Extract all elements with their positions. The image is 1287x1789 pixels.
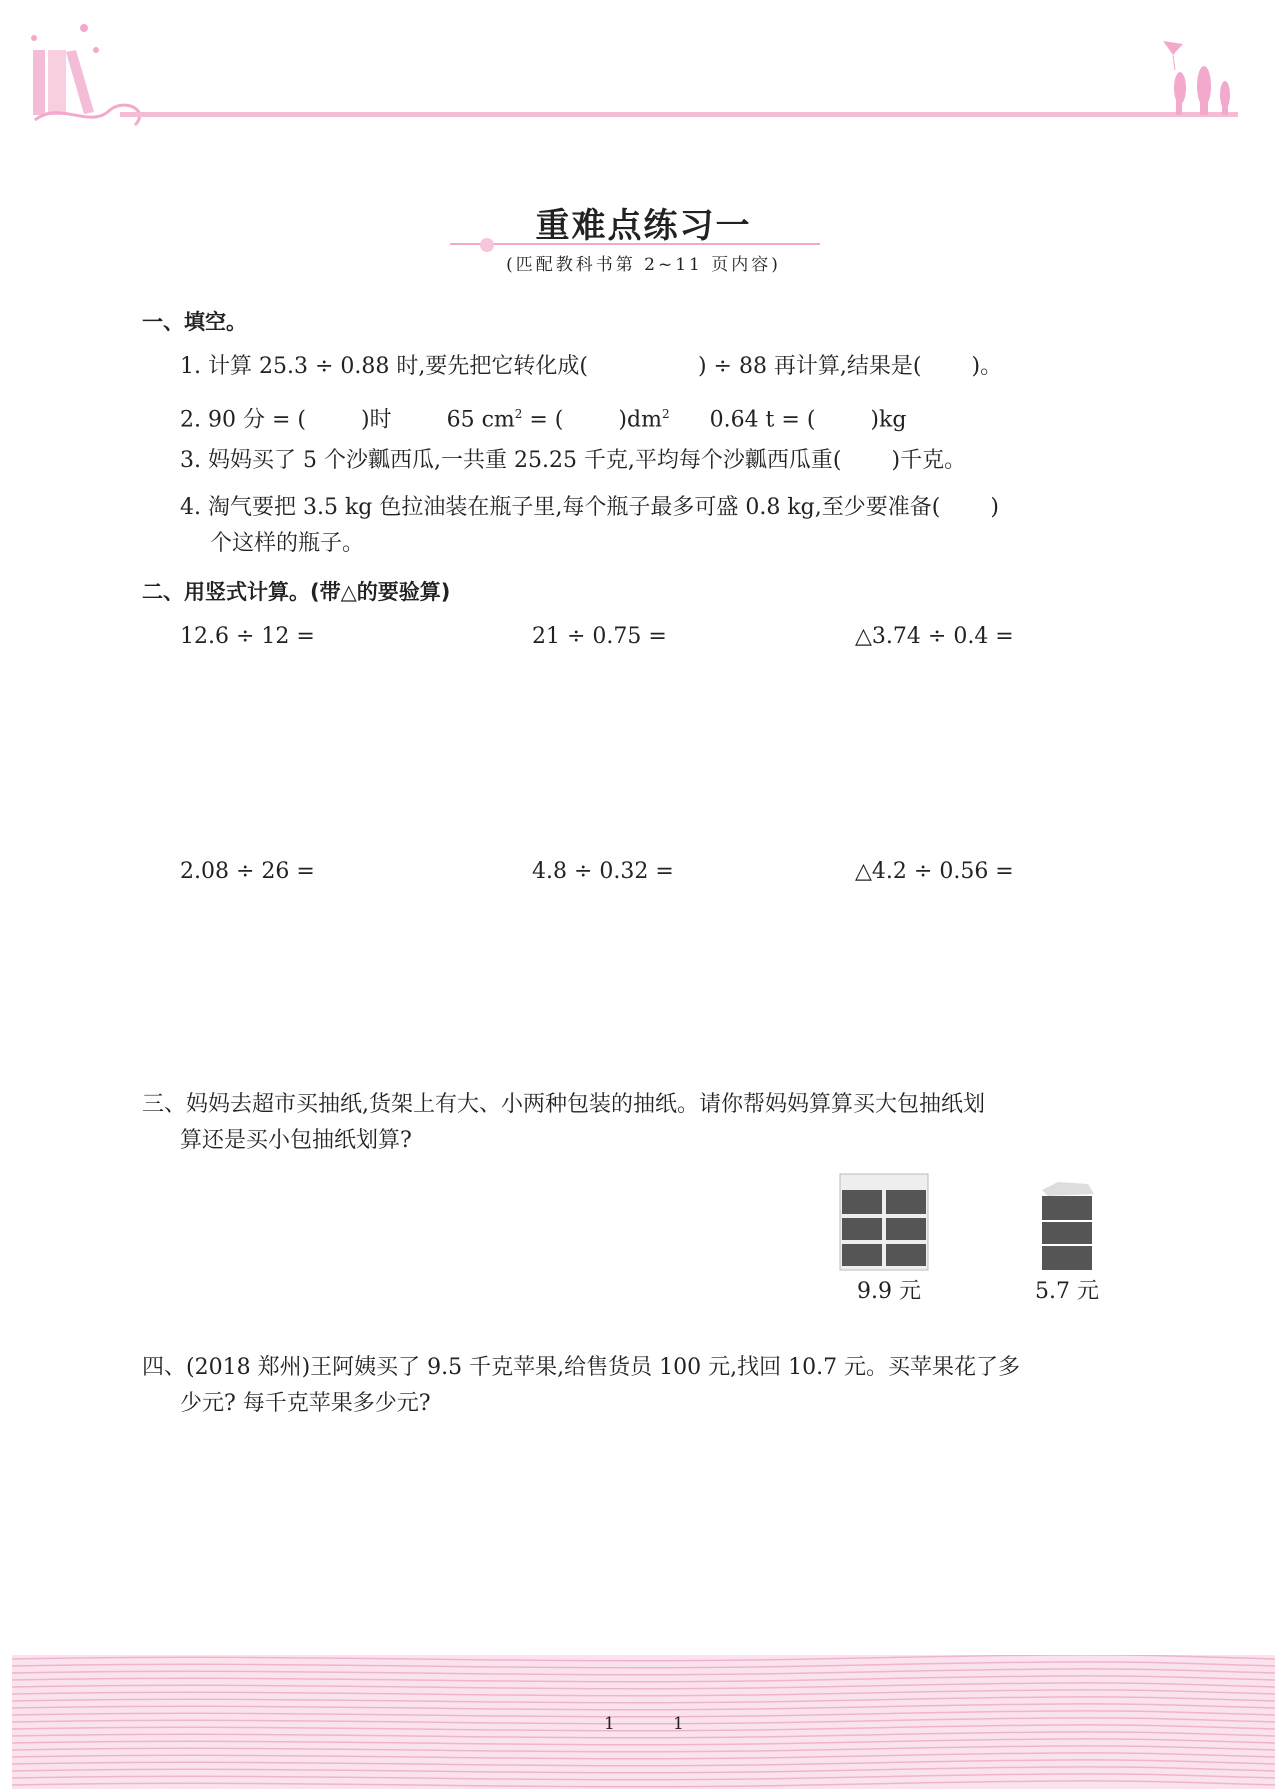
q1-text: 1. 计算 25.3 ÷ 0.88 时,要先把它转化成( [180,354,588,379]
q2-text: )时 [360,407,392,433]
q4-text: ) [990,495,999,520]
q3-text: 3. 妈妈买了 5 个沙瓤西瓜,一共重 25.25 千克,平均每个沙瓤西瓜重( [180,448,842,473]
section2-heading: 二、用竖式计算。(带△的要验算) [142,580,451,604]
calc-problem: 2.08 ÷ 26 = [180,859,315,884]
question-2 [180,399,906,435]
q2-text: 0.64 t = ( [709,407,816,433]
page-title: 重难点练习一 [535,206,752,246]
header-decoration [0,0,1287,140]
footer-wave-band [12,1655,1275,1789]
superscript: 2 [514,407,523,421]
small-tissue-pack-image [1038,1180,1098,1272]
calc-problem: △3.74 ÷ 0.4 = [855,624,1014,649]
calc-problem: 4.8 ÷ 0.32 = [532,859,674,884]
question-4 [180,493,999,523]
page-subtitle: (匹配教科书第 2~11 页内容) [506,255,781,275]
q2-text: )dm [618,407,662,433]
section1-heading: 一、填空。 [142,310,247,334]
page-number: 1 [673,1714,684,1734]
section3-question-cont: 算还是买小包抽纸划算? [180,1128,412,1153]
q2-text: 2. 90 分 = ( [180,407,306,433]
q1-text: ) ÷ 88 再计算,结果是( [697,354,922,379]
question-4-cont: 个这样的瓶子。 [210,531,365,556]
books-icon [33,50,94,115]
section4-question: 四、(2018 郑州)王阿姨买了 9.5 千克苹果,给售货员 100 元,找回 10.7 元。买苹果花了多 [142,1355,1021,1380]
q2-text: = ( [522,407,564,433]
question-1 [180,352,1002,382]
small-pack-price: 5.7 元 [1035,1279,1099,1304]
calc-problem: 21 ÷ 0.75 = [532,624,667,649]
page-number: 1 [604,1714,615,1734]
section3-question: 三、妈妈去超市买抽纸,货架上有大、小两种包装的抽纸。请你帮妈妈算算买大包抽纸划 [142,1092,985,1117]
family-kite-icon [1163,41,1230,115]
q3-text: )千克。 [891,448,967,473]
q2-text: )kg [870,407,907,433]
star-icon [31,24,99,53]
large-pack-price: 9.9 元 [857,1279,921,1304]
calc-problem: △4.2 ÷ 0.56 = [855,859,1014,884]
q4-text: 4. 淘气要把 3.5 kg 色拉油装在瓶子里,每个瓶子最多可盛 0.8 kg,至少要准备( [180,495,941,520]
q1-text: )。 [971,354,1003,379]
section4-question-cont: 少元? 每千克苹果多少元? [180,1391,431,1416]
q2-text: 65 cm [446,407,515,433]
calc-problem: 12.6 ÷ 12 = [180,624,315,649]
large-tissue-pack-image [838,1172,930,1272]
superscript: 2 [661,407,670,421]
question-3 [180,446,966,476]
